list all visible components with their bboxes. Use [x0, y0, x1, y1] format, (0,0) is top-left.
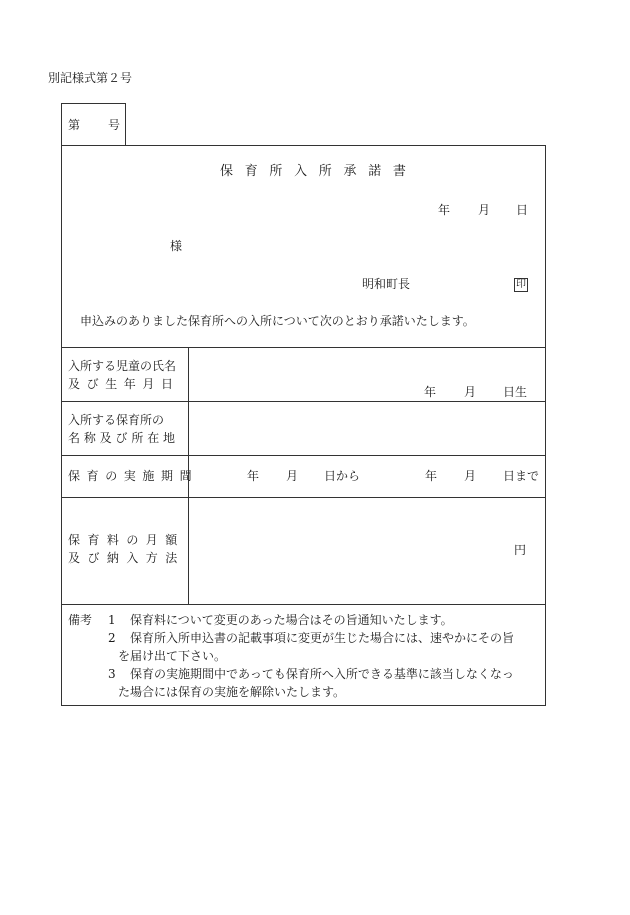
- remark-2-text-line1: 保育所入所申込書の記載事項に変更が生じた場合には、速やかにその旨: [130, 631, 515, 645]
- remark-1-number: 1: [108, 613, 116, 627]
- row-divider-2: [61, 455, 546, 456]
- addressee-suffix: 様: [170, 239, 183, 253]
- period-to-year: 年: [425, 469, 438, 483]
- document-title: 保育所入所承諾書: [220, 164, 418, 179]
- date-year: 年: [438, 203, 451, 217]
- number-dai: 第: [68, 118, 81, 132]
- table-top-line: [61, 347, 546, 348]
- child-label-line2: 及び生年月日: [68, 377, 180, 391]
- fee-label-line1: 保育料の月額: [68, 533, 185, 547]
- child-birth-day: 日生: [503, 385, 528, 399]
- facility-label-line1: 入所する保育所の: [68, 413, 165, 427]
- child-birth-year: 年: [424, 385, 437, 399]
- issuer-name: 明和町長: [362, 277, 411, 291]
- facility-label-line2: 名称及び所在地: [68, 431, 179, 445]
- remark-3-number: 3: [108, 667, 116, 681]
- date-month: 月: [478, 203, 491, 217]
- remark-2-number: 2: [108, 631, 116, 645]
- intro-text: 申込みのありました保育所への入所について次のとおり承諾いたします。: [80, 314, 475, 328]
- remark-2-text-line2: を届け出て下さい。: [118, 649, 227, 663]
- remark-3-text-line1: 保育の実施期間中であっても保育所へ入所できる基準に該当しなくなっ: [130, 667, 514, 681]
- period-label: 保育の実施期間: [68, 469, 199, 483]
- form-number: 別記様式第２号: [48, 71, 133, 85]
- period-to-month: 月: [464, 469, 477, 483]
- remarks-heading: 備考: [68, 613, 93, 627]
- remarks-divider: [61, 604, 546, 605]
- period-from-year: 年: [247, 469, 260, 483]
- period-to-day: 日まで: [503, 469, 540, 483]
- number-go: 号: [108, 118, 121, 132]
- fee-label-line2: 及び納入方法: [68, 551, 185, 565]
- fee-yen: 円: [514, 543, 527, 557]
- seal-mark: 印: [516, 279, 526, 290]
- period-from-day: 日から: [324, 469, 361, 483]
- row-divider-1: [61, 401, 546, 402]
- child-birth-month: 月: [464, 385, 477, 399]
- period-from-month: 月: [286, 469, 299, 483]
- remark-3-text-line2: た場合には保育の実施を解除いたします。: [118, 685, 346, 699]
- child-label-line1: 入所する児童の氏名: [68, 359, 177, 373]
- row-divider-3: [61, 497, 546, 498]
- remark-1-text: 保育料について変更のあった場合はその旨通知いたします。: [130, 613, 453, 627]
- date-day: 日: [516, 203, 529, 217]
